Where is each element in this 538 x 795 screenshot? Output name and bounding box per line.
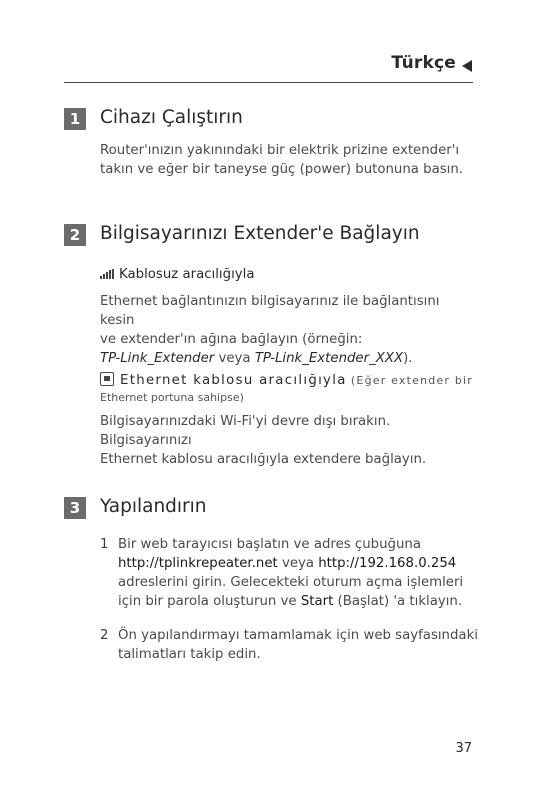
wireless-heading: Kablosuz aracılığıyla <box>100 267 254 282</box>
step-title-3: Yapılandırın <box>100 496 207 517</box>
ssid-example-2: TP-Link_Extender_XXX <box>254 351 404 366</box>
url-tplinkrepeater: http://tplinkrepeater.net <box>118 556 278 571</box>
url-ip-address: http://192.168.0.254 <box>318 556 457 571</box>
page-number: 37 <box>455 741 472 756</box>
list-item-number: 2 <box>100 628 109 643</box>
list-item-number: 1 <box>100 537 109 552</box>
language-title: Türkçe <box>391 53 456 73</box>
step-1-text: Router'ınızın yakınındaki bir elektrik prizine extender'ı takın ve eğer bir taneyse güç (power) butonuna basın. <box>100 143 464 177</box>
wifi-signal-icon <box>100 269 114 279</box>
list-item-text: Bir web tarayıcısı başlatın ve adres çubuğuna http://tplinkrepeater.net veya http://192.168.0.254 adreslerini girin. Gelecekteki oturum açma işlemleri için bir parola oluşturun ve Start (Başlat) 'a tıklayın. <box>118 537 464 609</box>
step-number-2: 2 <box>64 224 86 246</box>
step-title-2: Bilgisayarınızı Extender'e Bağlayın <box>100 223 420 244</box>
ssid-example-1: TP-Link_Extender <box>100 351 215 366</box>
step-number-3: 3 <box>64 497 86 519</box>
ethernet-port-icon <box>100 372 114 386</box>
step-title-1: Cihazı Çalıştırın <box>100 107 243 128</box>
ethernet-note: Ethernet portuna sahipse) <box>100 391 244 404</box>
step-number-1: 1 <box>64 108 86 130</box>
start-label: Start <box>300 594 334 609</box>
header-divider <box>64 82 473 83</box>
ethernet-heading: Ethernet kablosu aracılığıyla (Eğer extender bir <box>100 372 475 388</box>
list-item-text: Ön yapılandırmayı tamamlamak için web sayfasındaki talimatları takip edin. <box>118 628 478 662</box>
left-triangle-icon <box>462 60 472 72</box>
ethernet-text: Bilgisayarınızdaki Wi-Fi'yi devre dışı bırakın. Bilgisayarınızı Ethernet kablosu aracılığıyla extendere bağlayın. <box>100 414 427 467</box>
wireless-text: Ethernet bağlantınızın bilgisayarınız ile bağlantısını kesin ve extender'ın ağına bağlayın (örneğin: TP-Link_Extender veya TP-Link_Extender_XXX). <box>100 294 440 366</box>
